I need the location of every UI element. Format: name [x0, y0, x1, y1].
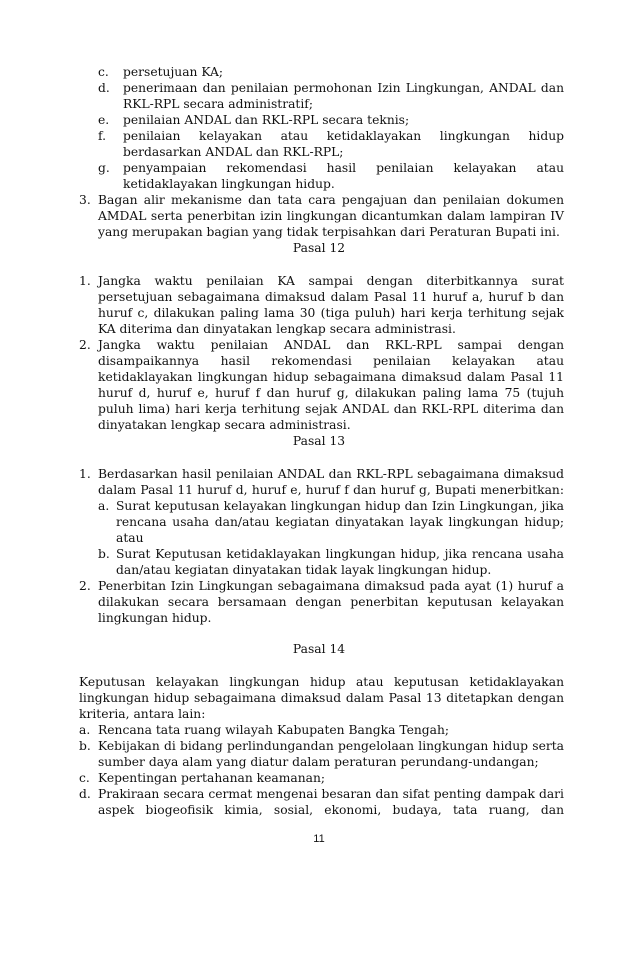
pasal-14-intro-line3: kriteria, antara lain:: [79, 707, 206, 721]
pasal-13-item-2-label: 2.: [79, 579, 91, 593]
pasal-12-item-1-line3: huruf c, dilakukan paling lama 30 (tiga puluh) hari kerja terhitung sejak: [98, 306, 564, 320]
pasal-14-item-c: Kepentingan pertahanan keamanan;: [98, 771, 326, 785]
list-item-c: persetujuan KA;: [123, 65, 224, 79]
pasal-13-item-1-label: 1.: [79, 467, 91, 481]
pasal-13-item-2-line3: lingkungan hidup.: [98, 611, 212, 625]
pasal-13-subitem-a-line2: rencana usaha dan/atau kegiatan dinyatakan layak lingkungan hidup;: [116, 515, 564, 529]
list-item-f-line2: berdasarkan ANDAL dan RKL-RPL;: [123, 145, 344, 159]
pasal-12-item-2-line6: dinyatakan lengkap secara administrasi.: [98, 418, 351, 432]
list-label-g: g.: [98, 161, 110, 175]
pasal-13-item-2-line2: dilakukan secara bersamaan dengan penerbitan keputusan kelayakan: [98, 595, 564, 609]
item-3-line2: AMDAL serta penerbitan izin lingkungan dicantumkan dalam lampiran IV: [98, 209, 564, 223]
list-item-e: penilaian ANDAL dan RKL-RPL secara teknis;: [123, 113, 410, 127]
pasal-14-intro-line1: Keputusan kelayakan lingkungan hidup atau keputusan ketidaklayakan: [79, 675, 564, 689]
pasal-14-heading: Pasal 14: [292, 642, 346, 656]
pasal-12-item-1-label: 1.: [79, 274, 91, 288]
item-3-label: 3.: [79, 193, 91, 207]
pasal-12-item-1-line1: Jangka waktu penilaian KA sampai dengan diterbitkannya surat: [98, 274, 564, 288]
pasal-13-subitem-b-line1: Surat Keputusan ketidaklayakan lingkungan hidup, jika rencana usaha: [116, 547, 564, 561]
pasal-12-item-2-label: 2.: [79, 338, 91, 352]
item-3-line3: yang merupakan bagian yang tidak terpisahkan dari Peraturan Bupati ini.: [98, 225, 560, 239]
pasal-12-item-2-line4: huruf d, huruf e, huruf f dan huruf g, dilakukan paling lama 75 (tujuh: [98, 386, 564, 400]
pasal-14-item-d-label: d.: [79, 787, 91, 801]
pasal-14-item-c-label: c.: [79, 771, 90, 785]
pasal-14-intro-line2: lingkungan hidup sebagaimana dimaksud dalam Pasal 13 ditetapkan dengan: [79, 691, 564, 705]
list-label-d: d.: [98, 81, 110, 95]
page-number: 11: [313, 833, 325, 845]
list-item-g-line1: penyampaian rekomendasi hasil penilaian kelayakan atau: [123, 161, 564, 175]
pasal-14-item-d-line1: Prakiraan secara cermat mengenai besaran dan sifat penting dampak dari: [98, 787, 564, 801]
list-item-d-line1: penerimaan dan penilaian permohonan Izin Lingkungan, ANDAL dan: [123, 81, 564, 95]
list-item-d-line2: RKL-RPL secara administratif;: [123, 97, 313, 111]
pasal-14-item-b-label: b.: [79, 739, 91, 753]
list-label-c: c.: [98, 65, 109, 79]
pasal-13-heading: Pasal 13: [292, 434, 346, 448]
pasal-12-item-2-line1: Jangka waktu penilaian ANDAL dan RKL-RPL sampai dengan: [98, 338, 564, 352]
pasal-13-subitem-a-label: a.: [98, 499, 110, 513]
pasal-12-item-2-line3: ketidaklayakan lingkungan hidup sebagaimana dimaksud dalam Pasal 11: [98, 370, 564, 384]
pasal-14-item-d-line2: aspek biogeofisik kimia, sosial, ekonomi, budaya, tata ruang, dan: [98, 803, 564, 817]
list-item-f-line1: penilaian kelayakan atau ketidaklayakan lingkungan hidup: [123, 129, 564, 143]
pasal-12-heading: Pasal 12: [292, 241, 346, 255]
pasal-13-item-2-line1: Penerbitan Izin Lingkungan sebagaimana dimaksud pada ayat (1) huruf a: [98, 579, 564, 593]
item-3-line1: Bagan alir mekanisme dan tata cara pengajuan dan penilaian dokumen: [98, 193, 564, 207]
pasal-12-item-1-line4: KA diterima dan dinyatakan lengkap secara administrasi.: [98, 322, 456, 336]
pasal-14-item-a-label: a.: [79, 723, 91, 737]
pasal-12-item-2-line5: puluh lima) hari kerja terhitung sejak ANDAL dan RKL-RPL diterima dan: [98, 402, 564, 416]
pasal-13-subitem-b-label: b.: [98, 547, 110, 561]
pasal-12-item-1-line2: persetujuan sebagaimana dimaksud dalam Pasal 11 huruf a, huruf b dan: [98, 290, 564, 304]
pasal-13-item-1-line1: Berdasarkan hasil penilaian ANDAL dan RKL-RPL sebagaimana dimaksud: [98, 467, 564, 481]
pasal-12-item-2-line2: disampaikannya hasil rekomendasi penilaian kelayakan atau: [98, 354, 564, 368]
list-item-g-line2: ketidaklayakan lingkungan hidup.: [123, 177, 335, 191]
pasal-13-subitem-a-line3: atau: [116, 531, 144, 545]
pasal-13-subitem-b-line2: dan/atau kegiatan dinyatakan tidak layak lingkungan hidup.: [116, 563, 492, 577]
list-label-f: f.: [98, 129, 107, 143]
list-label-e: e.: [98, 113, 110, 127]
pasal-14-item-b-line1: Kebijakan di bidang perlindungandan pengelolaan lingkungan hidup serta: [98, 739, 564, 753]
pasal-14-item-a: Rencana tata ruang wilayah Kabupaten Bangka Tengah;: [98, 723, 450, 737]
pasal-13-subitem-a-line1: Surat keputusan kelayakan lingkungan hidup dan Izin Lingkungan, jika: [116, 499, 564, 513]
pasal-14-item-b-line2: sumber daya alam yang diatur dalam peraturan perundang-undangan;: [98, 755, 539, 769]
pasal-13-item-1-line2: dalam Pasal 11 huruf d, huruf e, huruf f dan huruf g, Bupati menerbitkan:: [98, 483, 564, 497]
